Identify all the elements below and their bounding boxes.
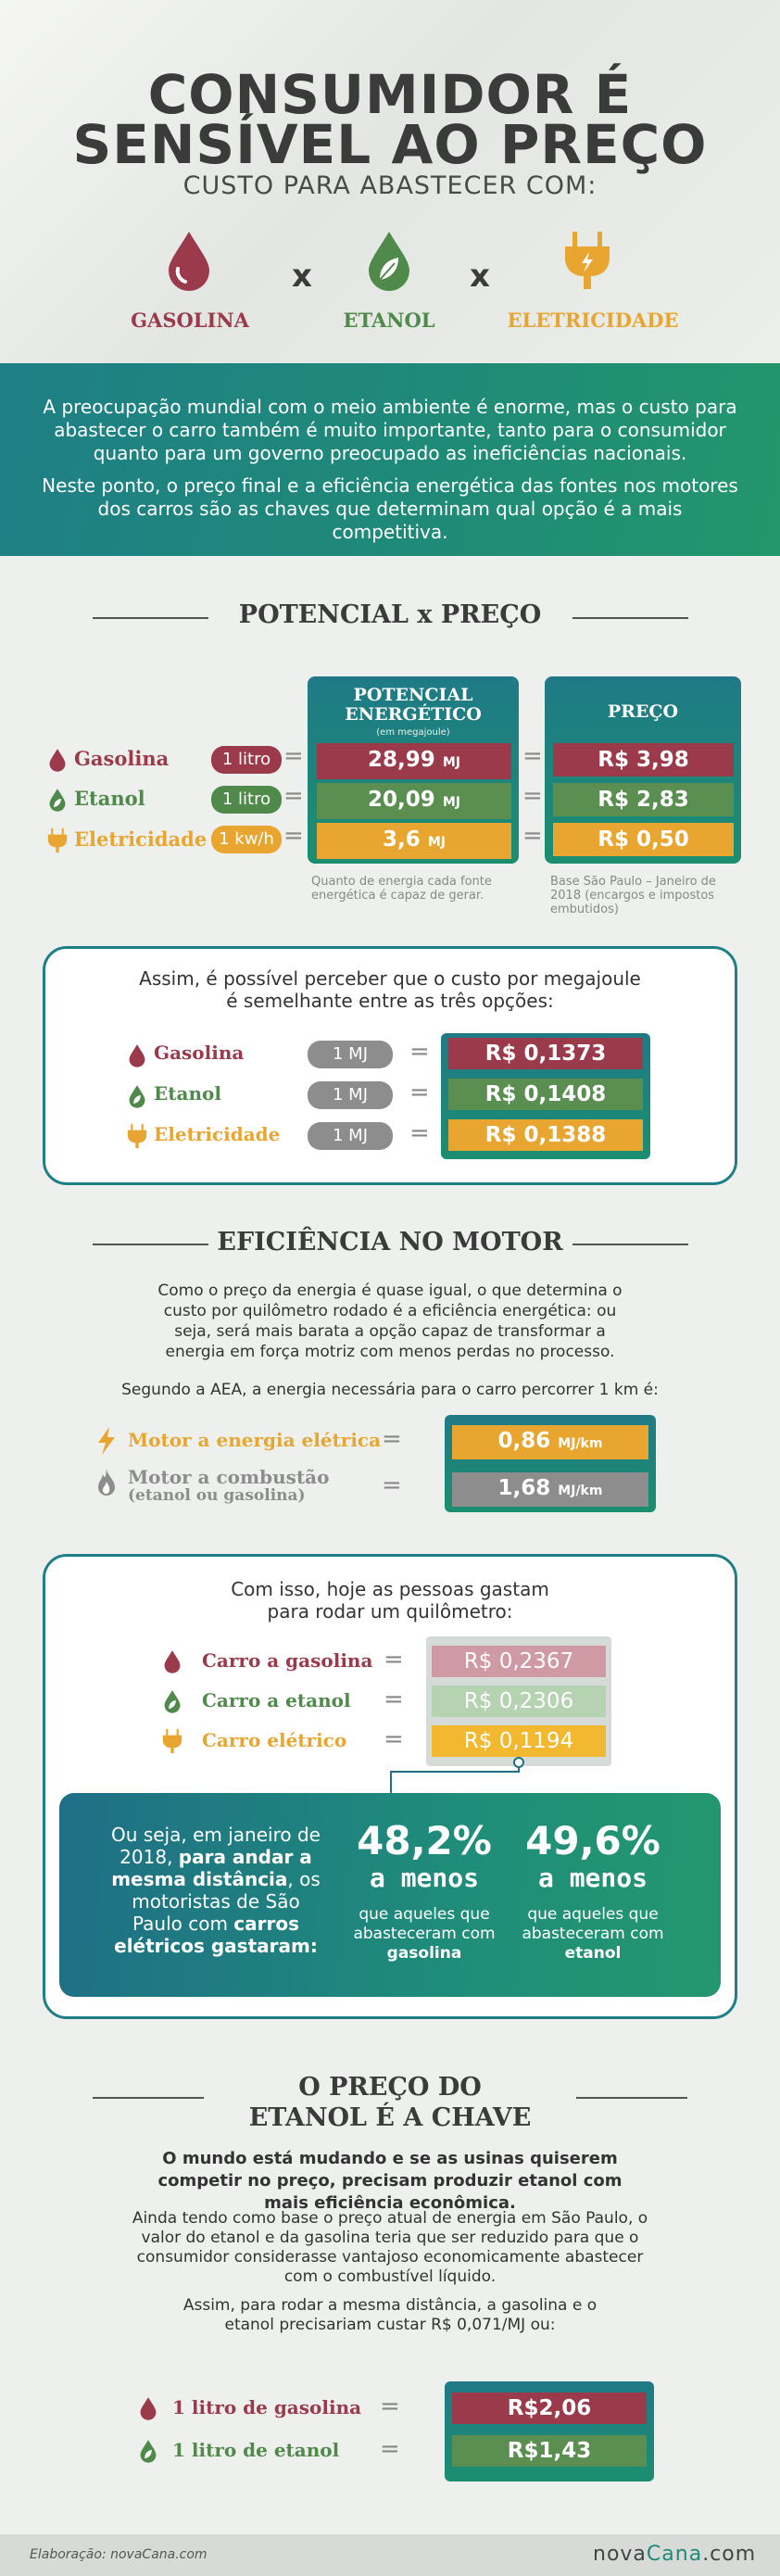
note-energy: Quanto de energia cada fonte energética é capaz de gerar. [311, 875, 492, 903]
summary-bold: para andar a mesma distância [111, 1846, 312, 1890]
target-label-ethanol: 1 litro de etanol [172, 2439, 340, 2461]
ethanol-drop-leaf-icon [48, 788, 67, 812]
section3-text2: Assim, para rodar a mesma distância, a gasolina e o etanol precisariam custar R$ 0,071/MJ ou: [182, 2296, 598, 2334]
title-line2: SENSÍVEL AO PREÇO [72, 113, 708, 176]
source-label-gasoline: GASOLINA [131, 309, 249, 332]
equals-sign: = [382, 1471, 402, 1499]
energy-column-header: POTENCIAL ENERGÉTICO [345, 685, 482, 725]
intro-paragraph-2: Neste ponto, o preço final e a eficiência energética das fontes nos motores dos carros são as chaves que determinam qual opção é a mais competitiva. [42, 474, 738, 543]
savings-summary [109, 1824, 322, 1957]
mj-pill: 1 MJ [308, 1081, 393, 1109]
unit-pill-gasoline: 1 litro [211, 746, 282, 774]
logo-com: .com [702, 2543, 757, 2566]
energy-unit: MJ [427, 835, 446, 850]
card1-label-ethanol: Etanol [154, 1082, 221, 1105]
energy-value: 20,09 [368, 788, 435, 812]
equals-sign: = [384, 1725, 404, 1753]
mj-pill: 1 MJ [308, 1122, 393, 1150]
equals-sign: = [283, 742, 304, 770]
flame-icon [96, 1469, 117, 1496]
equals-sign: = [409, 1079, 430, 1106]
energy-bar-ethanol [317, 783, 511, 819]
row-label-gasoline: Gasolina [74, 747, 170, 770]
section-title-line1: O PREÇO DO [298, 2073, 482, 2102]
ethanol-drop-leaf-icon [365, 230, 413, 291]
section2-aea: Segundo a AEA, a energia necessária para o carro percorrer 1 km é: [121, 1381, 659, 1399]
energy-bar-electricity [317, 823, 511, 859]
logo-cana: Cana [646, 2543, 703, 2566]
price-bar-ethanol: R$ 2,83 [553, 783, 734, 816]
section2-text: Como o preço da energia é quase igual, o que determina o custo por quilômetro rodado é a eficiência energética: ou seja, será mais barata a opção capaz de transformar a energia em força motriz com menos perdas no processo. [157, 1282, 623, 1361]
equals-sign: = [380, 2435, 400, 2463]
row-label-electric-motor: Motor a energia elétrica [128, 1429, 382, 1451]
title-line1: CONSUMIDOR É [147, 63, 633, 126]
section3-bold-text: O mundo está mudando e se as usinas quiserem competir no preço, precisam produzir etanol com mais eficiência econômica. [157, 2149, 623, 2213]
cost-km-gasoline: R$ 0,2367 [432, 1646, 606, 1677]
logo-nova: nova [593, 2543, 647, 2566]
equals-sign: = [380, 2393, 400, 2420]
equals-sign: = [384, 1646, 404, 1673]
energy-column-subheader: (em megajoule) [376, 727, 450, 738]
divider [576, 2097, 687, 2099]
cmp-fuel: gasolina [386, 1944, 462, 1963]
unit-pill-ethanol: 1 litro [211, 786, 282, 814]
equals-sign: = [283, 782, 304, 810]
cmp-gasoline [350, 1905, 498, 1964]
electric-plug-icon [126, 1123, 148, 1149]
target-price-gasoline: R$2,06 [452, 2393, 647, 2424]
section-title-eficiencia: EFICIÊNCIA NO MOTOR [217, 1228, 563, 1256]
gasoline-drop-icon [165, 230, 213, 291]
subtitle: CUSTO PARA ABASTECER COM: [182, 171, 598, 200]
equals-sign: = [522, 742, 543, 770]
cost-bar-ethanol: R$ 0,1408 [448, 1079, 643, 1110]
cmp-text: que aqueles que abasteceram com [353, 1905, 496, 1943]
target-label-gasoline: 1 litro de gasolina [172, 2396, 362, 2418]
energy-value: 3,6 [383, 827, 421, 852]
cost-bar-electricity: R$ 0,1388 [448, 1119, 643, 1151]
section-title-potencial: POTENCIAL x PREÇO [238, 600, 542, 629]
card2-text: Com isso, hoje as pessoas gastam para rodar um quilômetro: [231, 1578, 549, 1623]
energy-per-km-combustion [452, 1472, 648, 1507]
note-price: Base São Paulo – Janeiro de 2018 (encargos e impostos embutidos) [550, 875, 716, 916]
energy-unit: MJ [442, 755, 460, 770]
pct-vs-ethanol: 49,6% [525, 1818, 660, 1863]
lightning-icon [96, 1427, 117, 1455]
electric-plug-icon [561, 230, 613, 291]
intro-banner [0, 363, 780, 556]
summary-text: , os motoristas de São Paulo com [132, 1868, 321, 1935]
source-label-electricity: ELETRICIDADE [507, 309, 679, 332]
pct-vs-gasoline: 48,2% [357, 1818, 492, 1863]
value: 0,86 [497, 1429, 551, 1453]
summary-bold: carros elétricos gastaram: [114, 1913, 318, 1957]
electric-plug-icon [161, 1728, 183, 1754]
divider [572, 1244, 688, 1245]
times-sign: x [292, 258, 312, 295]
gasoline-drop-icon [139, 2396, 157, 2420]
row-sublabel-combustion: (etanol ou gasolina) [128, 1486, 306, 1505]
value: 1,68 [497, 1476, 551, 1500]
equals-sign: = [409, 1038, 430, 1066]
cmp-ethanol [519, 1905, 667, 1964]
section3-text1: Ainda tendo como base o preço atual de energia em São Paulo, o valor do etanol e da gasolina teria que ser reduzido para que o consumidor considerasse vantajoso economicamente abastecer com o combustível líquido. [132, 2209, 648, 2286]
energy-bar-gasoline [317, 743, 511, 779]
less-label: a menos [369, 1863, 479, 1893]
cost-bar-gasoline: R$ 0,1373 [448, 1038, 643, 1069]
row-label-ethanol: Etanol [74, 787, 145, 810]
row-label-electricity: Eletricidade [74, 827, 208, 851]
card1-text: Assim, é possível perceber que o custo por megajoule é semelhante entre as três opções: [139, 967, 641, 1012]
equals-sign: = [283, 822, 304, 850]
cmp-fuel: etanol [564, 1944, 622, 1963]
ethanol-drop-leaf-icon [139, 2439, 157, 2463]
footer-credit: Elaboração: novaCana.com [30, 2547, 208, 2562]
connector-line [380, 1757, 528, 1796]
card1-label-electricity: Eletricidade [154, 1123, 281, 1145]
cost-km-ethanol: R$ 0,2306 [432, 1686, 606, 1717]
divider [572, 617, 688, 619]
unit: MJ/km [558, 1436, 603, 1451]
equals-sign: = [382, 1425, 402, 1453]
price-column-header: PREÇO [607, 701, 679, 722]
card2-label-electric: Carro elétrico [202, 1729, 347, 1751]
novacana-logo[interactable] [593, 2543, 756, 2566]
energy-per-km-electric [452, 1425, 648, 1459]
equals-sign: = [522, 822, 543, 850]
section-title-line2: ETANOL É A CHAVE [248, 2103, 532, 2132]
price-bar-gasoline: R$ 3,98 [553, 743, 734, 777]
equals-sign: = [409, 1119, 430, 1147]
ethanol-drop-leaf-icon [163, 1689, 182, 1713]
target-price-ethanol: R$1,43 [452, 2435, 647, 2467]
card2-label-ethanol: Carro a etanol [202, 1689, 351, 1711]
gasoline-drop-icon [48, 748, 67, 772]
cmp-text: que aqueles que abasteceram com [522, 1905, 664, 1943]
unit-pill-electricity: 1 kw/h [211, 826, 282, 853]
price-bar-electricity: R$ 0,50 [553, 823, 734, 856]
times-sign: x [470, 258, 490, 295]
equals-sign: = [384, 1686, 404, 1713]
intro-paragraph-1: A preocupação mundial com o meio ambiente é enorme, mas o custo para abastecer o carro também é muito importante, tanto para o consumidor quanto para um governo preocupado as ineficiências nacionais. [43, 396, 737, 464]
card1-label-gasoline: Gasolina [154, 1042, 245, 1064]
summary-text: Ou seja, em janeiro de 2018, [111, 1824, 321, 1868]
gasoline-drop-icon [163, 1649, 182, 1673]
row-label-combustion-motor: Motor a combustão [128, 1466, 330, 1488]
energy-value: 28,99 [368, 748, 435, 772]
equals-sign: = [522, 782, 543, 810]
energy-unit: MJ [442, 795, 460, 810]
gasoline-drop-icon [128, 1043, 146, 1067]
mj-pill: 1 MJ [308, 1041, 393, 1068]
card2-label-gasoline: Carro a gasolina [202, 1649, 373, 1672]
cost-km-electric: R$ 0,1194 [432, 1725, 606, 1757]
less-label: a menos [537, 1863, 648, 1893]
ethanol-drop-leaf-icon [128, 1084, 146, 1108]
source-label-ethanol: ETANOL [343, 309, 435, 332]
unit: MJ/km [558, 1484, 603, 1498]
electric-plug-icon [46, 827, 69, 853]
